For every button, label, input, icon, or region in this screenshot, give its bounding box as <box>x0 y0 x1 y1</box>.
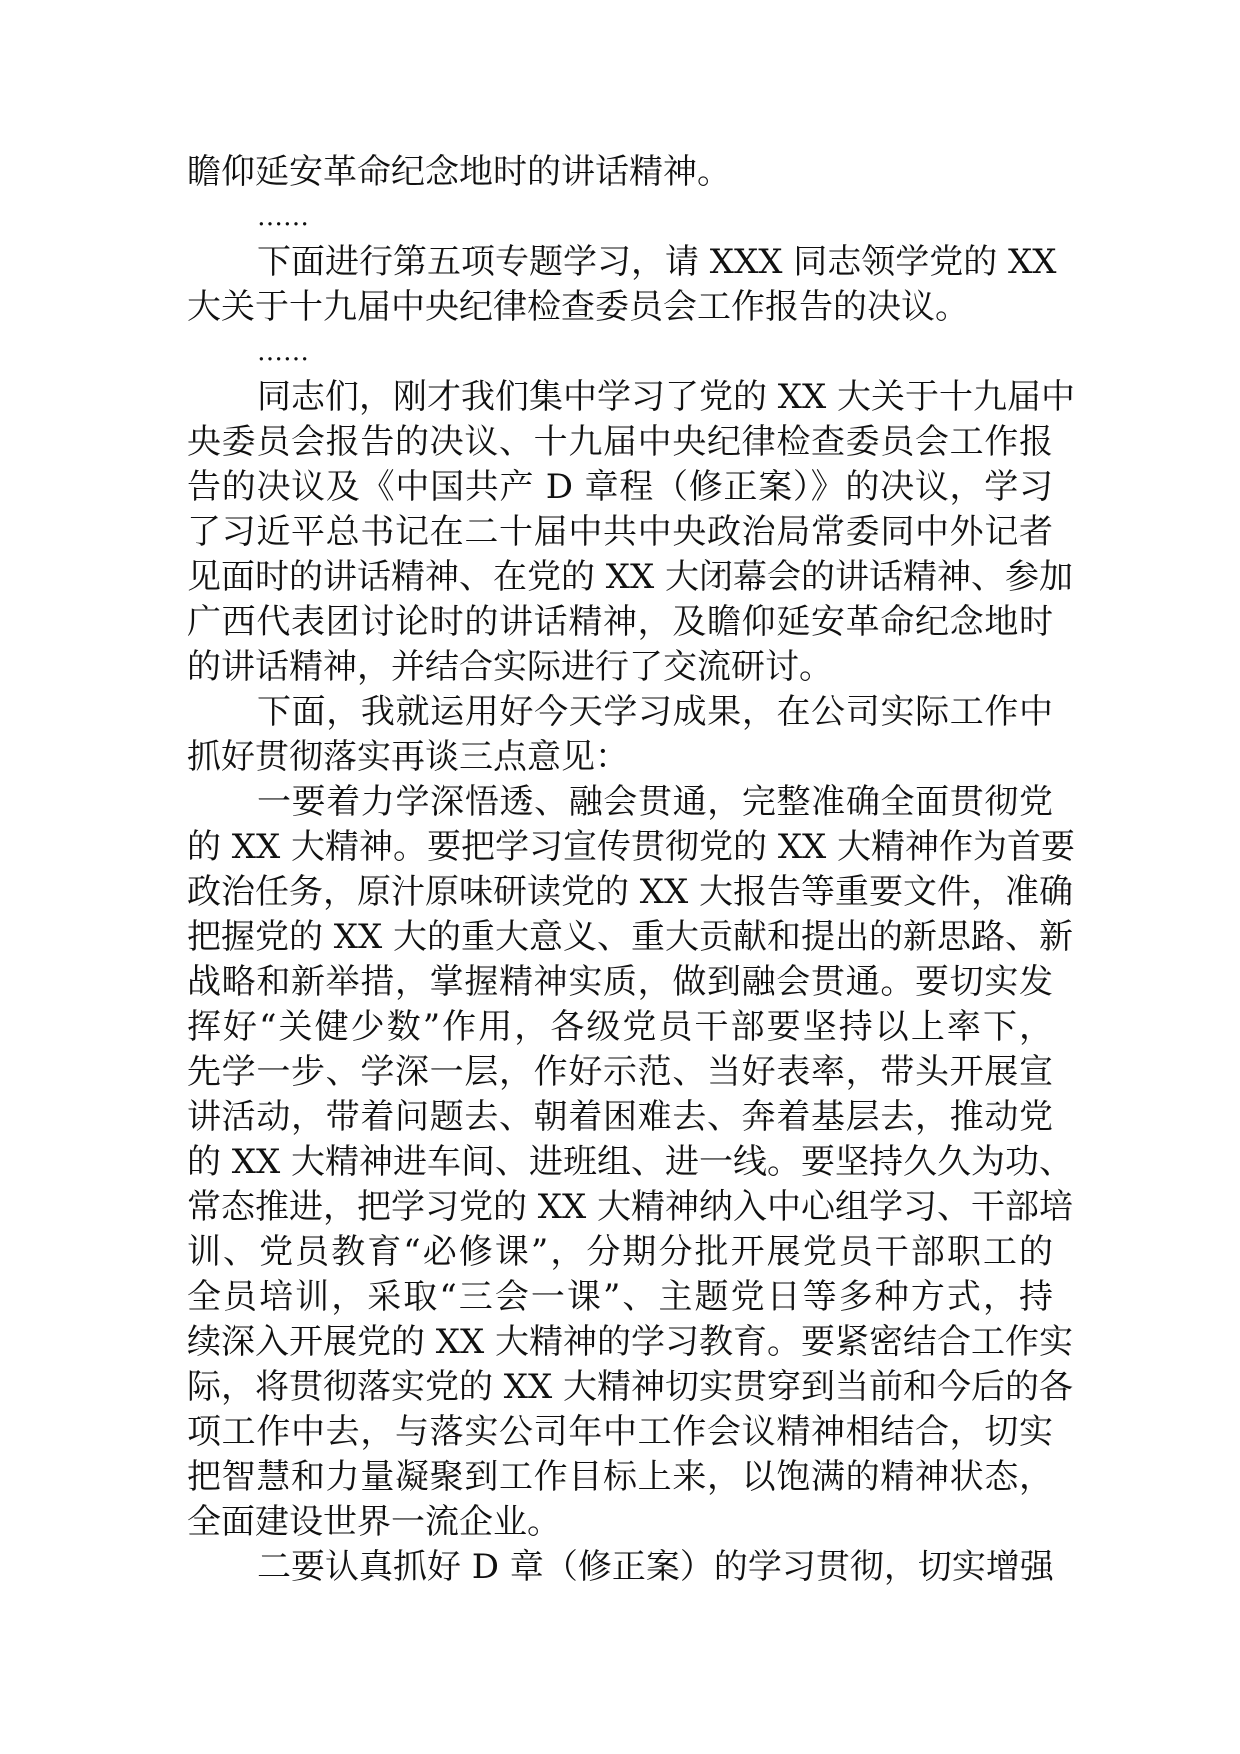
text-line-27: 续深入开展党的 XX 大精神的学习教育。要紧密结合工作实 <box>187 1322 1074 1362</box>
text-line-23: 的 XX 大精神进车间、进班组、进一线。要坚持久久为功、 <box>187 1142 1074 1182</box>
text-line-21: 先学一步、学深一层，作好示范、当好表率，带头开展宣 <box>187 1052 1053 1092</box>
text-line-19: 战略和新举措，掌握精神实质，做到融会贯通。要切实发 <box>187 962 1053 1002</box>
ellipsis-line-2: …… <box>257 337 309 367</box>
text-line-8: 告的决议及《中国共产 D 章程（修正案）》的决议，学习 <box>187 467 1053 507</box>
text-line-30: 把智慧和力量凝聚到工作目标上来，以饱满的精神状态， <box>187 1457 1053 1497</box>
text-line-7: 央委员会报告的决议、十九届中央纪律检查委员会工作报 <box>187 422 1053 462</box>
text-line-25: 训、党员教育“必修课”，分期分批开展党员干部职工的 <box>187 1232 1053 1272</box>
text-line-20: 挥好“关健少数”作用，各级党员干部要坚持以上率下， <box>187 1007 1053 1047</box>
text-line-29: 项工作中去，与落实公司年中工作会议精神相结合，切实 <box>187 1412 1053 1452</box>
text-line-12: 的讲话精神，并结合实际进行了交流研讨。 <box>187 647 833 687</box>
document-body <box>187 150 1076 1590</box>
text-line-32: 二要认真抓好 D 章（修正案）的学习贯彻，切实增强 <box>257 1547 1054 1587</box>
text-line-16: 的 XX 大精神。要把学习宣传贯彻党的 XX 大精神作为首要 <box>187 827 1076 867</box>
ellipsis-line-1: …… <box>257 202 309 232</box>
text-line-1: 瞻仰延安革命纪念地时的讲话精神。 <box>187 152 731 192</box>
text-line-22: 讲活动，带着问题去、朝着困难去、奔着基层去，推动党 <box>187 1097 1053 1137</box>
text-line-3: 下面进行第五项专题学习，请 XXX 同志领学党的 XX <box>257 242 1057 282</box>
text-line-9: 了习近平总书记在二十届中共中央政治局常委同中外记者 <box>187 512 1053 552</box>
text-line-15: 一要着力学深悟透、融会贯通，完整准确全面贯彻党 <box>257 782 1053 822</box>
text-line-28: 际，将贯彻落实党的 XX 大精神切实贯穿到当前和今后的各 <box>187 1367 1074 1407</box>
text-line-18: 把握党的 XX 大的重大意义、重大贡献和提出的新思路、新 <box>187 917 1074 957</box>
text-line-4: 大关于十九届中央纪律检查委员会工作报告的决议。 <box>187 287 969 327</box>
text-line-17: 政治任务，原汁原味研读党的 XX 大报告等重要文件，准确 <box>187 872 1074 912</box>
text-line-31: 全面建设世界一流企业。 <box>187 1502 561 1542</box>
text-line-13: 下面，我就运用好今天学习成果，在公司实际工作中 <box>257 692 1053 732</box>
text-line-14: 抓好贯彻落实再谈三点意见： <box>187 737 629 777</box>
text-line-6: 同志们，刚才我们集中学习了党的 XX 大关于十九届中 <box>257 377 1076 417</box>
text-line-10: 见面时的讲话精神、在党的 XX 大闭幕会的讲话精神、参加 <box>187 557 1074 597</box>
text-line-11: 广西代表团讨论时的讲话精神，及瞻仰延安革命纪念地时 <box>187 602 1053 642</box>
text-line-24: 常态推进，把学习党的 XX 大精神纳入中心组学习、干部培 <box>187 1187 1074 1227</box>
text-line-26: 全员培训，采取“三会一课”、主题党日等多种方式，持 <box>187 1277 1053 1317</box>
